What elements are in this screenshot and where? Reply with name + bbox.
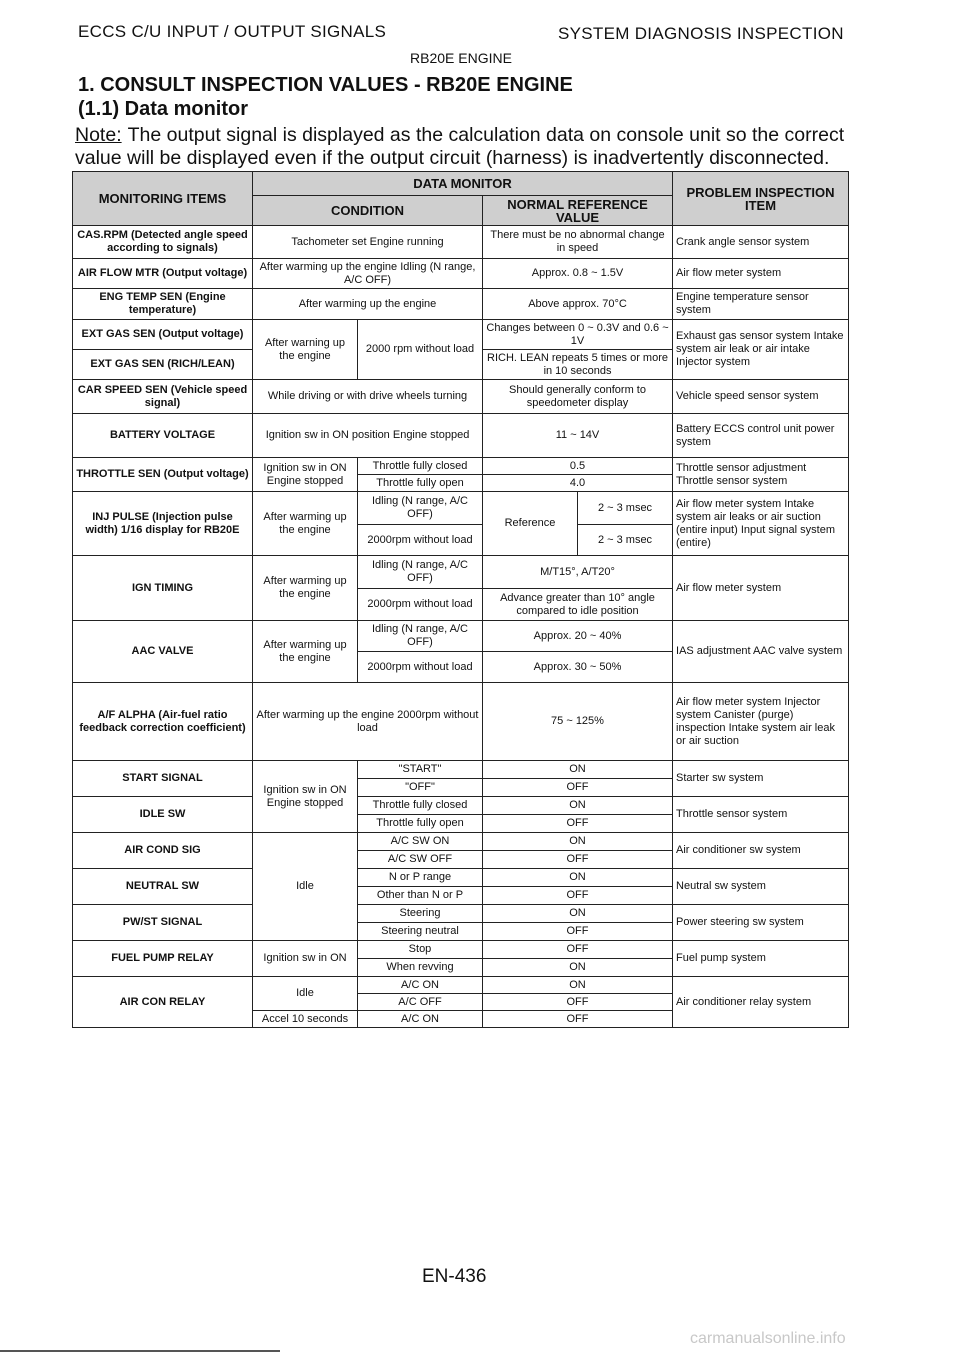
condition-cell: After warming up the engine	[253, 289, 483, 320]
value-cell: OFF	[483, 779, 673, 797]
page-number: EN-436	[422, 1266, 487, 1287]
condition-cell: Throttle fully closed	[358, 797, 483, 815]
value-cell: 2 ~ 3 msec	[578, 525, 673, 556]
condition-cell: Ignition sw in ON	[253, 941, 358, 977]
value-cell: 75 ~ 125%	[483, 683, 673, 761]
value-cell: ON	[483, 959, 673, 977]
value-cell: There must be no abnormal change in speed	[483, 226, 673, 259]
condition-cell: Throttle fully open	[358, 475, 483, 492]
value-cell: Approx. 30 ~ 50%	[483, 652, 673, 683]
table-row	[73, 941, 849, 959]
problem-cell: Battery ECCS control unit power system	[673, 414, 849, 458]
problem-cell: Air conditioner relay system	[673, 977, 849, 1028]
problem-cell: Crank angle sensor system	[673, 226, 849, 259]
table-row	[73, 797, 849, 815]
value-cell: ON	[483, 833, 673, 851]
value-cell: ON	[483, 977, 673, 994]
table-row	[73, 458, 849, 475]
condition-cell: After warming up the engine	[253, 621, 358, 683]
condition-cell: 2000rpm without load	[358, 525, 483, 556]
value-cell: Reference	[483, 492, 578, 556]
condition-cell: While driving or with drive wheels turning	[253, 380, 483, 414]
table-row	[73, 869, 849, 887]
value-cell: ON	[483, 797, 673, 815]
value-cell: Above approx. 70°C	[483, 289, 673, 320]
condition-cell: Idling (N range, A/C OFF)	[358, 621, 483, 652]
watermark: carmanualsonline.info	[690, 1330, 846, 1347]
problem-cell: Air flow meter system Injector system Canister (purge) inspection Intake system air leak or air suction	[673, 683, 849, 761]
condition-cell: Other than N or P	[358, 887, 483, 905]
condition-cell: Stop	[358, 941, 483, 959]
condition-cell: After warming up the engine	[253, 556, 358, 621]
header-left: ECCS C/U INPUT / OUTPUT SIGNALS	[78, 22, 387, 41]
table-row	[73, 289, 849, 320]
condition-cell: 2000rpm without load	[358, 589, 483, 621]
table-row	[73, 259, 849, 289]
item-air-con-relay: AIR CON RELAY	[73, 977, 253, 1028]
condition-cell: Idling (N range, A/C OFF)	[358, 492, 483, 525]
table-row	[73, 977, 849, 994]
table-row	[73, 556, 849, 589]
value-cell: ON	[483, 869, 673, 887]
item-car-speed-sen: CAR SPEED SEN (Vehicle speed signal)	[73, 380, 253, 414]
value-cell: OFF	[483, 851, 673, 869]
value-cell: OFF	[483, 1011, 673, 1028]
condition-cell: Throttle fully open	[358, 815, 483, 833]
table-row	[73, 905, 849, 923]
bottom-rule	[0, 1350, 280, 1352]
item-ext-gas-sen-voltage: EXT GAS SEN (Output voltage)	[73, 320, 253, 350]
value-cell: 11 ~ 14V	[483, 414, 673, 458]
header-monitoring-items: MONITORING ITEMS	[73, 172, 253, 226]
condition-cell: Steering neutral	[358, 923, 483, 941]
note-label: Note:	[75, 124, 122, 146]
subsection-title: (1.1) Data monitor	[78, 98, 249, 120]
table-row	[73, 492, 849, 525]
problem-cell: Air flow meter system Intake system air leaks or air suction (entire input) Input signal system (entire)	[673, 492, 849, 556]
value-cell: Should generally conform to speedometer display	[483, 380, 673, 414]
item-fuel-pump-relay: FUEL PUMP RELAY	[73, 941, 253, 977]
condition-cell: After warming up the engine 2000rpm without load	[253, 683, 483, 761]
condition-cell: Ignition sw in ON position Engine stopped	[253, 414, 483, 458]
table-row	[73, 761, 849, 779]
table-row	[73, 414, 849, 458]
table-row	[73, 226, 849, 259]
table-row	[73, 621, 849, 652]
value-cell: 4.0	[483, 475, 673, 492]
condition-cell: A/C SW OFF	[358, 851, 483, 869]
value-cell: OFF	[483, 923, 673, 941]
data-monitor-table	[72, 171, 849, 1028]
item-battery-voltage: BATTERY VOLTAGE	[73, 414, 253, 458]
item-throttle-sen: THROTTLE SEN (Output voltage)	[73, 458, 253, 492]
value-cell: 0.5	[483, 458, 673, 475]
item-af-alpha: A/F ALPHA (Air-fuel ratio feedback correction coefficient)	[73, 683, 253, 761]
item-pwst-signal: PW/ST SIGNAL	[73, 905, 253, 941]
header-right: SYSTEM DIAGNOSIS INSPECTION	[558, 24, 844, 43]
item-ign-timing: IGN TIMING	[73, 556, 253, 621]
value-cell: OFF	[483, 815, 673, 833]
note-paragraph	[75, 124, 855, 170]
item-air-cond-sig: AIR COND SIG	[73, 833, 253, 869]
header-engine: RB20E ENGINE	[410, 50, 512, 66]
problem-cell: Exhaust gas sensor system Intake system air leak or air intake Injector system	[673, 320, 849, 380]
item-air-flow-mtr: AIR FLOW MTR (Output voltage)	[73, 259, 253, 289]
table-row	[73, 320, 849, 350]
value-cell: 2 ~ 3 msec	[578, 492, 673, 525]
problem-cell: Air flow meter system	[673, 556, 849, 621]
item-start-signal: START SIGNAL	[73, 761, 253, 797]
value-cell: OFF	[483, 994, 673, 1011]
problem-cell: IAS adjustment AAC valve system	[673, 621, 849, 683]
condition-cell: Idling (N range, A/C OFF)	[358, 556, 483, 589]
value-cell: M/T15°, A/T20°	[483, 556, 673, 589]
condition-cell: Idle	[253, 977, 358, 1011]
value-cell: Approx. 20 ~ 40%	[483, 621, 673, 652]
problem-cell: Vehicle speed sensor system	[673, 380, 849, 414]
item-aac-valve: AAC VALVE	[73, 621, 253, 683]
value-cell: OFF	[483, 887, 673, 905]
problem-cell: Neutral sw system	[673, 869, 849, 905]
condition-cell: Idle	[253, 833, 358, 941]
problem-cell: Power steering sw system	[673, 905, 849, 941]
condition-cell: N or P range	[358, 869, 483, 887]
condition-cell: Throttle fully closed	[358, 458, 483, 475]
item-idle-sw: IDLE SW	[73, 797, 253, 833]
item-cas-rpm: CAS.RPM (Detected angle speed according to signals)	[73, 226, 253, 259]
problem-cell: Fuel pump system	[673, 941, 849, 977]
condition-cell: Ignition sw in ON Engine stopped	[253, 458, 358, 492]
value-cell: Changes between 0 ~ 0.3V and 0.6 ~ 1V	[483, 320, 673, 350]
item-ext-gas-sen-rich-lean: EXT GAS SEN (RICH/LEAN)	[73, 350, 253, 380]
condition-cell: Accel 10 seconds	[253, 1011, 358, 1028]
problem-cell: Starter sw system	[673, 761, 849, 797]
condition-cell: Ignition sw in ON Engine stopped	[253, 761, 358, 833]
note-text: The output signal is displayed as the calculation data on console unit so the correct value will be displayed even if the output circuit (harness) is inadvertently disconnected.	[75, 124, 845, 169]
condition-cell: "OFF"	[358, 779, 483, 797]
problem-cell: Air flow meter system	[673, 259, 849, 289]
condition-cell: When revving	[358, 959, 483, 977]
condition-cell: A/C SW ON	[358, 833, 483, 851]
value-cell: ON	[483, 761, 673, 779]
value-cell: Advance greater than 10° angle compared to idle position	[483, 589, 673, 621]
condition-cell: After warning up the engine	[253, 320, 358, 380]
item-inj-pulse: INJ PULSE (Injection pulse width) 1/16 display for RB20E	[73, 492, 253, 556]
header-problem-inspection: PROBLEM INSPECTION ITEM	[673, 172, 849, 226]
condition-cell: 2000rpm without load	[358, 652, 483, 683]
condition-cell: A/C ON	[358, 977, 483, 994]
table-row	[73, 833, 849, 851]
condition-cell: "START"	[358, 761, 483, 779]
condition-cell: Tachometer set Engine running	[253, 226, 483, 259]
condition-cell: After warming up the engine	[253, 492, 358, 556]
value-cell: Approx. 0.8 ~ 1.5V	[483, 259, 673, 289]
header-data-monitor: DATA MONITOR	[253, 172, 673, 196]
section-title: 1. CONSULT INSPECTION VALUES - RB20E ENGINE	[78, 74, 573, 96]
table-row	[73, 380, 849, 414]
condition-cell: Steering	[358, 905, 483, 923]
item-eng-temp-sen: ENG TEMP SEN (Engine temperature)	[73, 289, 253, 320]
condition-cell: A/C ON	[358, 1011, 483, 1028]
value-cell: RICH. LEAN repeats 5 times or more in 10 seconds	[483, 350, 673, 380]
problem-cell: Air conditioner sw system	[673, 833, 849, 869]
item-neutral-sw: NEUTRAL SW	[73, 869, 253, 905]
condition-cell: After warming up the engine Idling (N range, A/C OFF)	[253, 259, 483, 289]
table-row	[73, 683, 849, 761]
condition-cell: 2000 rpm without load	[358, 320, 483, 380]
condition-cell: A/C OFF	[358, 994, 483, 1011]
value-cell: OFF	[483, 941, 673, 959]
problem-cell: Throttle sensor adjustment Throttle sensor system	[673, 458, 849, 492]
problem-cell: Throttle sensor system	[673, 797, 849, 833]
header-condition: CONDITION	[253, 196, 483, 226]
problem-cell: Engine temperature sensor system	[673, 289, 849, 320]
value-cell: ON	[483, 905, 673, 923]
header-normal-reference: NORMAL REFERENCE VALUE	[483, 196, 673, 226]
